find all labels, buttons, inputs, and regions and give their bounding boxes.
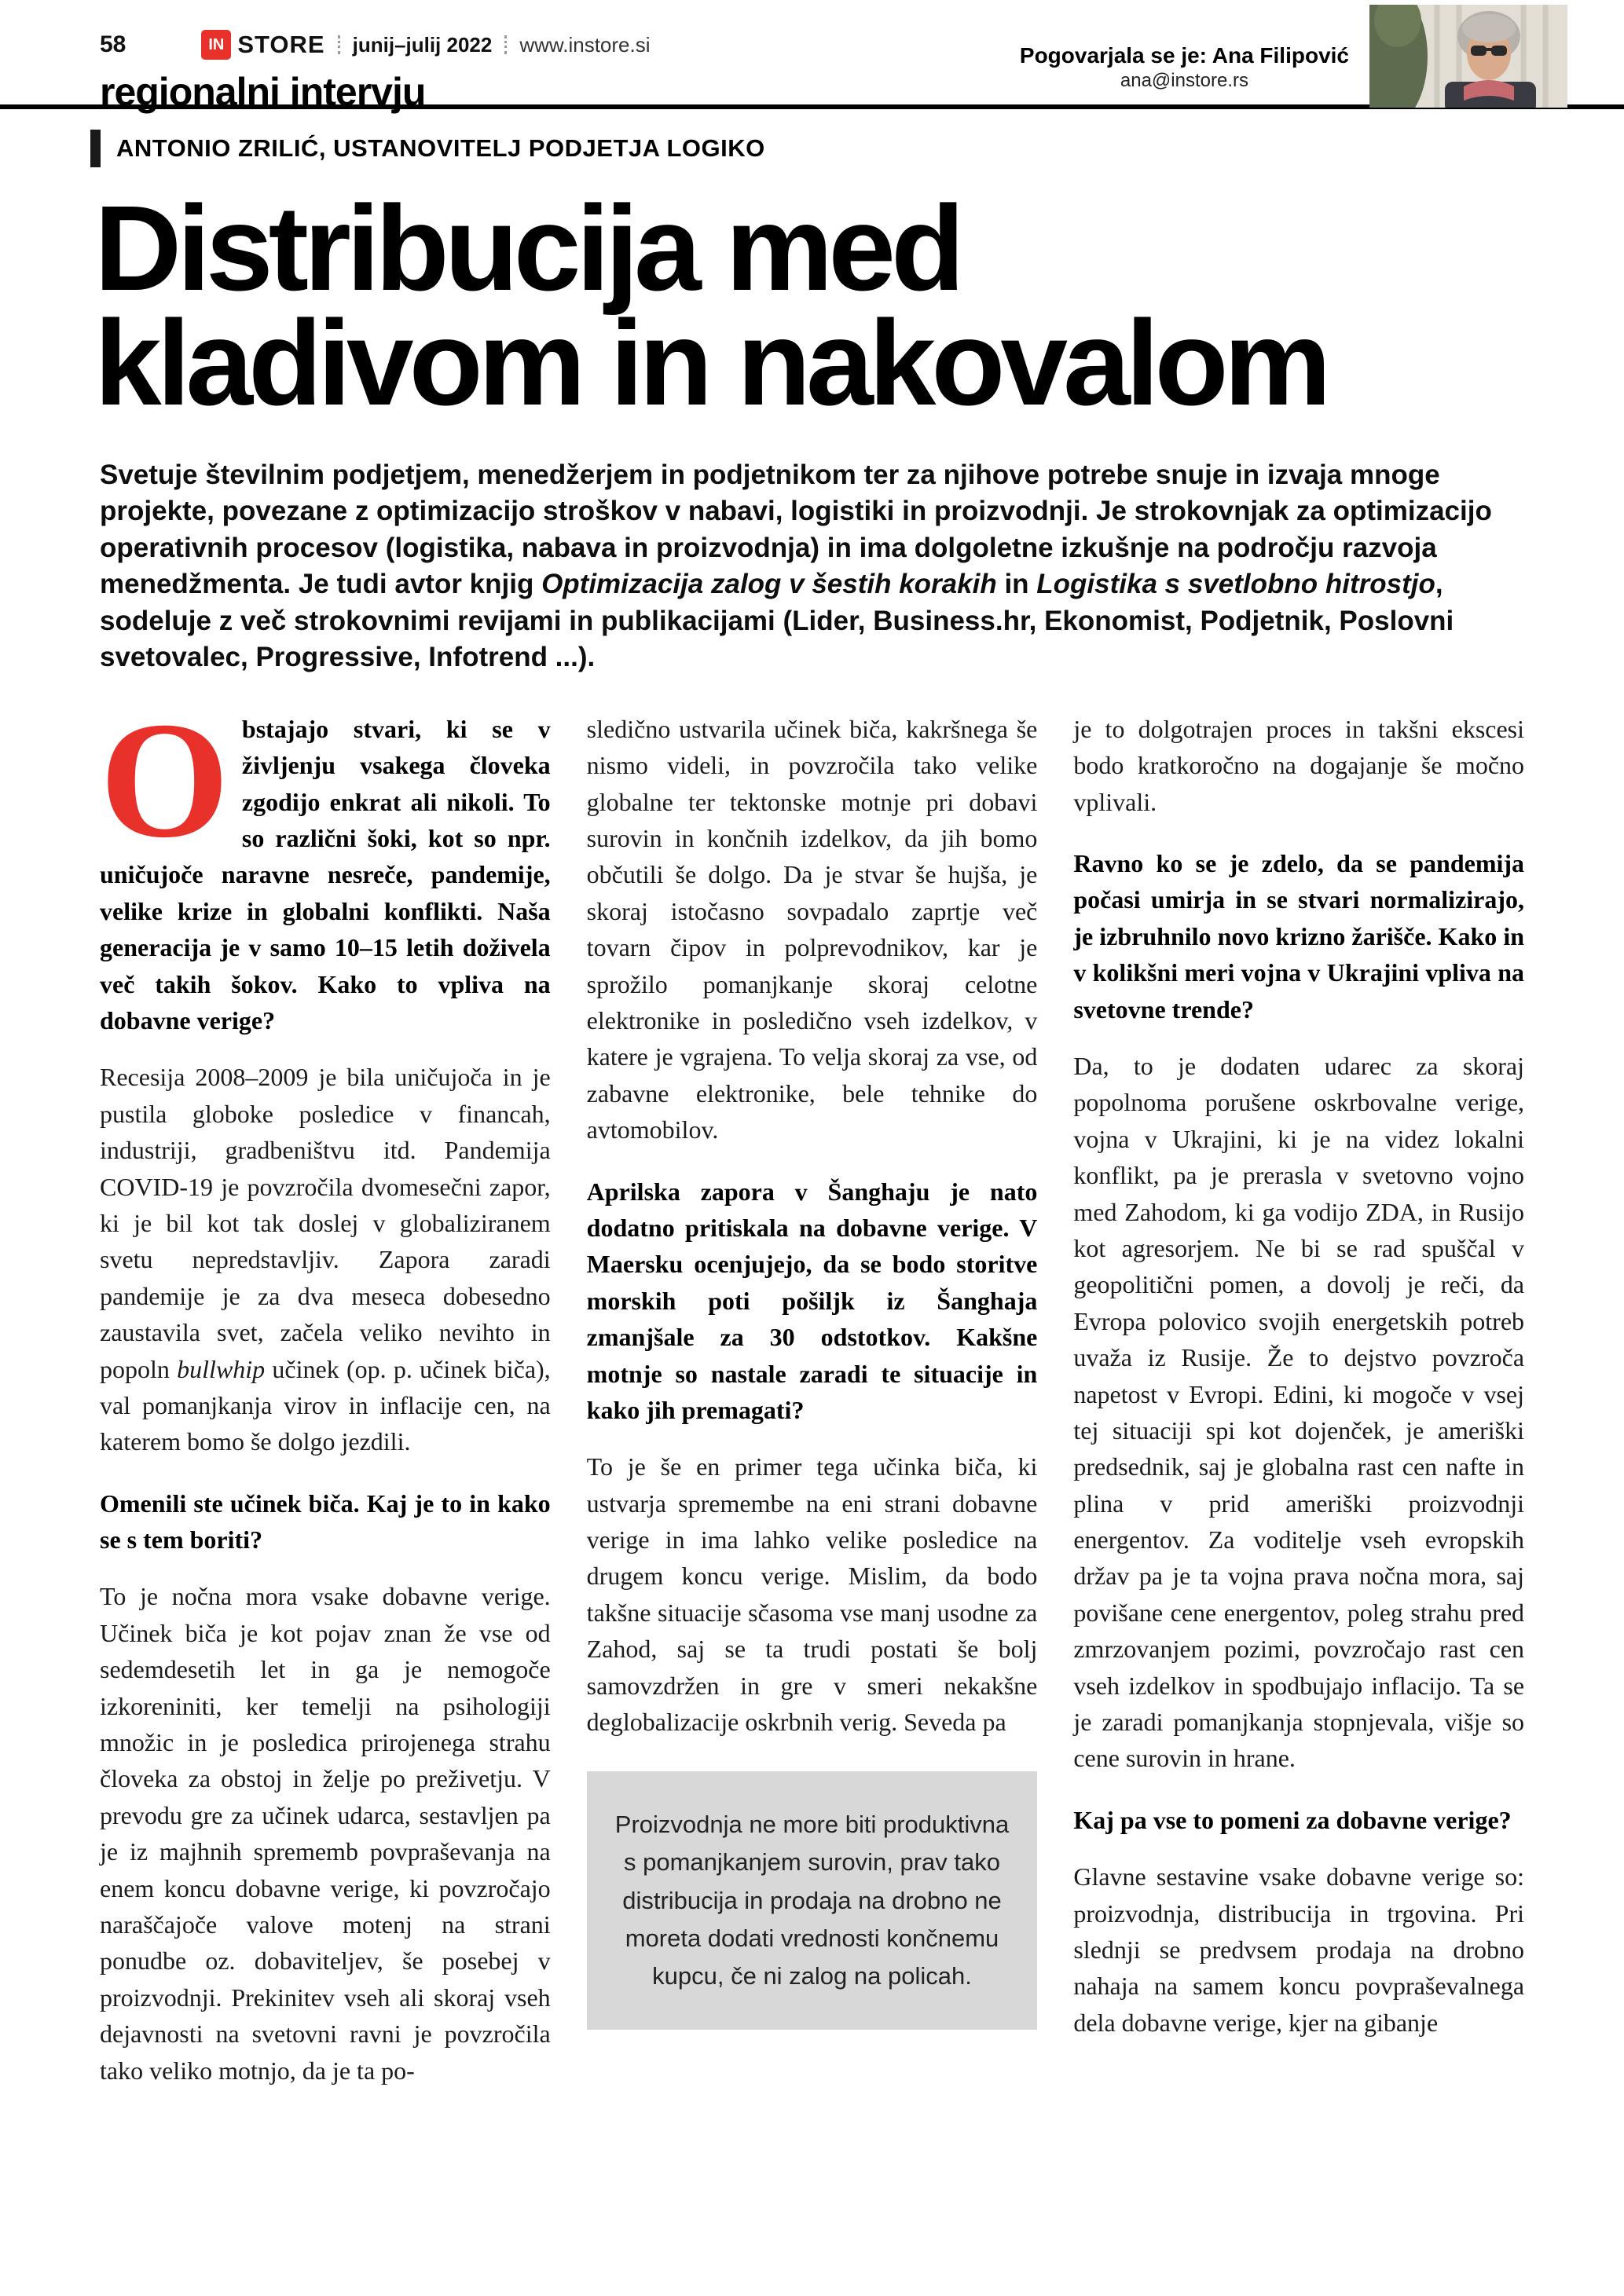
instore-logo-mark: IN bbox=[201, 30, 231, 60]
headline bbox=[94, 181, 1524, 431]
byline-email: ana@instore.rs bbox=[1120, 70, 1248, 91]
italic-term: bullwhip bbox=[177, 1354, 266, 1383]
separator bbox=[338, 35, 340, 54]
pull-quote-box: Proizvodnja ne more biti produktivna s pomanjkanjem surovin, prav tako distribucija in prodaja na drobno ne moreta dodati vrednosti končnemu kupcu, če ni zalog na policah. bbox=[587, 1771, 1038, 2029]
answer-paragraph: To je nočna mora vsake dobavne verige. Učinek biča je kot pojav znan že vse od sedemdesetih let in ga je nemogoče izkoreniniti, ker temelji na psihologiji množic in je posledica prirojenega strahu človeka za obstoj in želje po preživetju. V prevodu gre za učinek udarca, sestavljen pa je iz majhnih sprememb povpraševanja na enem koncu dobavne verige, ki povzročajo naraščajoče valove motenj na strani ponudbe oz. dobaviteljev, še posebej v proizvodnji. Prekinitev vseh ali skoraj vseh dejavnosti na svetovni ravni je povzročila tako veliko motnjo, da je ta po- bbox=[100, 1582, 551, 2085]
byline-author bbox=[1020, 43, 1349, 68]
answer-paragraph: sledično ustvarila učinek biča, kakršnega še nismo videli, in povzročila tako velike globalne ter tektonske motnje pri dobavi surovin in končnih izdelkov, da jih bomo občutili še dolgo. Da je stvar še hujša, je skoraj istočasno sovpadalo zaprtje več tovarn čipov in polprevodnikov, kar je sprožilo pomanjkanje skoraj celotne elektronike in posledično vseh izdelkov, v katere je vgrajena. To velja skoraj za vse, od zabavne elektronike, bele tehnike do avtomobilov. bbox=[586, 714, 1038, 1144]
book-title-1: Optimizacija zalog v šestih korakih bbox=[541, 569, 997, 600]
kicker bbox=[90, 130, 1524, 167]
column-1 bbox=[100, 687, 551, 2109]
kicker-bar bbox=[90, 130, 101, 167]
intro-text: , sodeluje z več strokovnimi revijami in publikacijami (Lider, Business.hr, Ekonomist, Podjetnik, Poslovni svetovalec, Progressive, Infotrend ...). bbox=[100, 569, 1454, 673]
page-number: 58 bbox=[100, 31, 126, 57]
byline-name: Ana Filipović bbox=[1212, 43, 1349, 68]
kicker-text: ANTONIO ZRILIĆ, USTANOVITELJ PODJETJA LOGIKO bbox=[116, 134, 765, 162]
column-3 bbox=[1073, 711, 1524, 2109]
book-title-2: Logistika s svetlobno hitrostjo bbox=[1036, 569, 1435, 600]
answer-paragraph bbox=[100, 1059, 551, 1459]
byline-label: Pogovarjala se je: bbox=[1019, 43, 1207, 68]
interviewer-photo bbox=[1369, 5, 1567, 108]
answer-paragraph: Da, to je dodaten udarec za skoraj popolnoma porušene oskrbovalne verige, vojna v Ukrajini, ki je na videz lokalni konflikt, pa je prerasla v svetovno vojno med Zahodom, ki ga vodijo ZDA, in Rusijo kot agresorjem. Ne bi se rad spuščal v geopolitični pomen, a dovolj je reči, da Evropa polovico svojih energetskih potreb uvaža iz Rusije. Že to dejstvo povzroča napetost v Evropi. Edini, ki mogoče v vsej tej situaciji spi kot dojenček, je ameriški predsednik, saj je globalna rast cen nafte in plina v prid ameriški proizvodnji energentov. Za voditelje vseh evropskih držav pa je ta vojna prava nočna mora, saj povišane cene energentov, poleg strahu pred zmrzovanjem pozimi, povzročajo rast cen vseh izdelkov in spodbujajo inflacijo. Ta se je zaradi pomanjkanja stopnjevala, višje so cene surovin in hrane. bbox=[1073, 1052, 1525, 1773]
intro-paragraph bbox=[100, 457, 1524, 676]
answer-paragraph: je to dolgotrajen proces in takšni ekscesi bodo kratkoročno na dogajanje še močno vplivali. bbox=[1073, 714, 1525, 816]
masthead bbox=[0, 0, 1624, 114]
answer-paragraph: To je še en primer tega učinka biča, ki ustvarja spremembe na eni strani dobavne verige in ima lahko velike posledice na drugem koncu verige. Mislim, da bodo takšne situacije sčasoma vse manj usodne za Zahod, saj se ta trudi postati še bolj samovzdržen in gre v smeri nekakšne deglobalizacije oskrbnih verig. Seveda pa bbox=[586, 1452, 1038, 1737]
separator bbox=[504, 35, 507, 54]
question-text: bstajajo stvari, ki se v življenju vsakega človeka zgodijo enkrat ali nikoli. To so različni šoki, kot so npr. uničujoče naravne nesreče, pandemije, velike krize in globalni konflikti. Naša generacija je v samo 10–15 letih doživela več takih šokov. Kako to vpliva na dobavne verige? bbox=[100, 714, 551, 1034]
headline-line-1: Distribucija med bbox=[94, 181, 961, 316]
question-paragraph: Aprilska zapora v Šanghaju je nato dodatno pritiskala na dobavne verige. V Maersku ocenjujejo, da se bodo storitve morskih poti pošiljk iz Šanghaja zmanjšale za 30 odstotkov. Kakšne motnje so nastale zaradi te situacije in kako jih premagati? bbox=[586, 1177, 1038, 1424]
question-paragraph: Ravno ko se je zdelo, da se pandemija počasi umirja in se stvari normalizirajo, je izbruhnilo novo krizno žarišče. Kako in v kolikšni meri vojna v Ukrajini vpliva na svetovne trende? bbox=[1073, 849, 1525, 1023]
intro-text: in bbox=[996, 569, 1037, 600]
answer-text: učinek (op. p. učinek biča), val pomanjkanja virov in inflacije cen, na katerem bomo še dolgo jezdili. bbox=[100, 1354, 551, 1456]
byline bbox=[1020, 43, 1349, 92]
question-paragraph bbox=[100, 687, 551, 1039]
drop-cap: O bbox=[100, 687, 229, 872]
question-paragraph: Kaj pa vse to pomeni za dobavne verige? bbox=[1073, 1805, 1512, 1834]
instore-logo-text: STORE bbox=[237, 31, 325, 58]
intro-text: Svetuje številnim podjetjem, menedžerjem in podjetnikom ter za njihove potrebe snuje in izvaja mnoge projekte, povezane z optimizacijo stroškov v nabavi, logistiki in proizvodnji. Je strokovnjak za optimizacijo operativnih procesov (logistika, nabava in proizvodnja) in ima dolgoletne izkušnje na področju razvoja menedžmenta. Je tudi avtor knjig bbox=[100, 459, 1492, 600]
issue-date: junij–julij 2022 bbox=[352, 32, 493, 57]
answer-paragraph: Glavne sestavine vsake dobavne verige so: proizvodnja, distribucija in trgovina. Pri slednji se predvsem prodaja na drobno nahaja na samem koncu povpraševalnega dela dobavne verige, kjer na gibanje bbox=[1073, 1862, 1525, 2037]
website-url: www.instore.si bbox=[519, 32, 651, 57]
section-title: regionalni intervju bbox=[100, 70, 426, 114]
headline-line-2: kladivom in nakovalom bbox=[94, 295, 1327, 431]
column-2 bbox=[587, 711, 1038, 2109]
instore-logo bbox=[201, 30, 324, 60]
portrait-illustration bbox=[1369, 5, 1567, 108]
question-paragraph: Omenili ste učinek biča. Kaj je to in kako se s tem boriti? bbox=[100, 1489, 551, 1554]
article-body bbox=[100, 687, 1525, 2109]
answer-text: Recesija 2008–2009 je bila uničujoča in je pustila globoke posledice v financah, industriji, gradbeništvu itd. Pandemija COVID-19 je povzročila dvomesečni zapor, ki je bil kot tak doslej v globaliziranem svetu nepredstavljiv. Zapora zaradi pandemije je za dva meseca dobesedno zaustavila svet, začela veliko nevihto in popoln bbox=[100, 1063, 551, 1383]
